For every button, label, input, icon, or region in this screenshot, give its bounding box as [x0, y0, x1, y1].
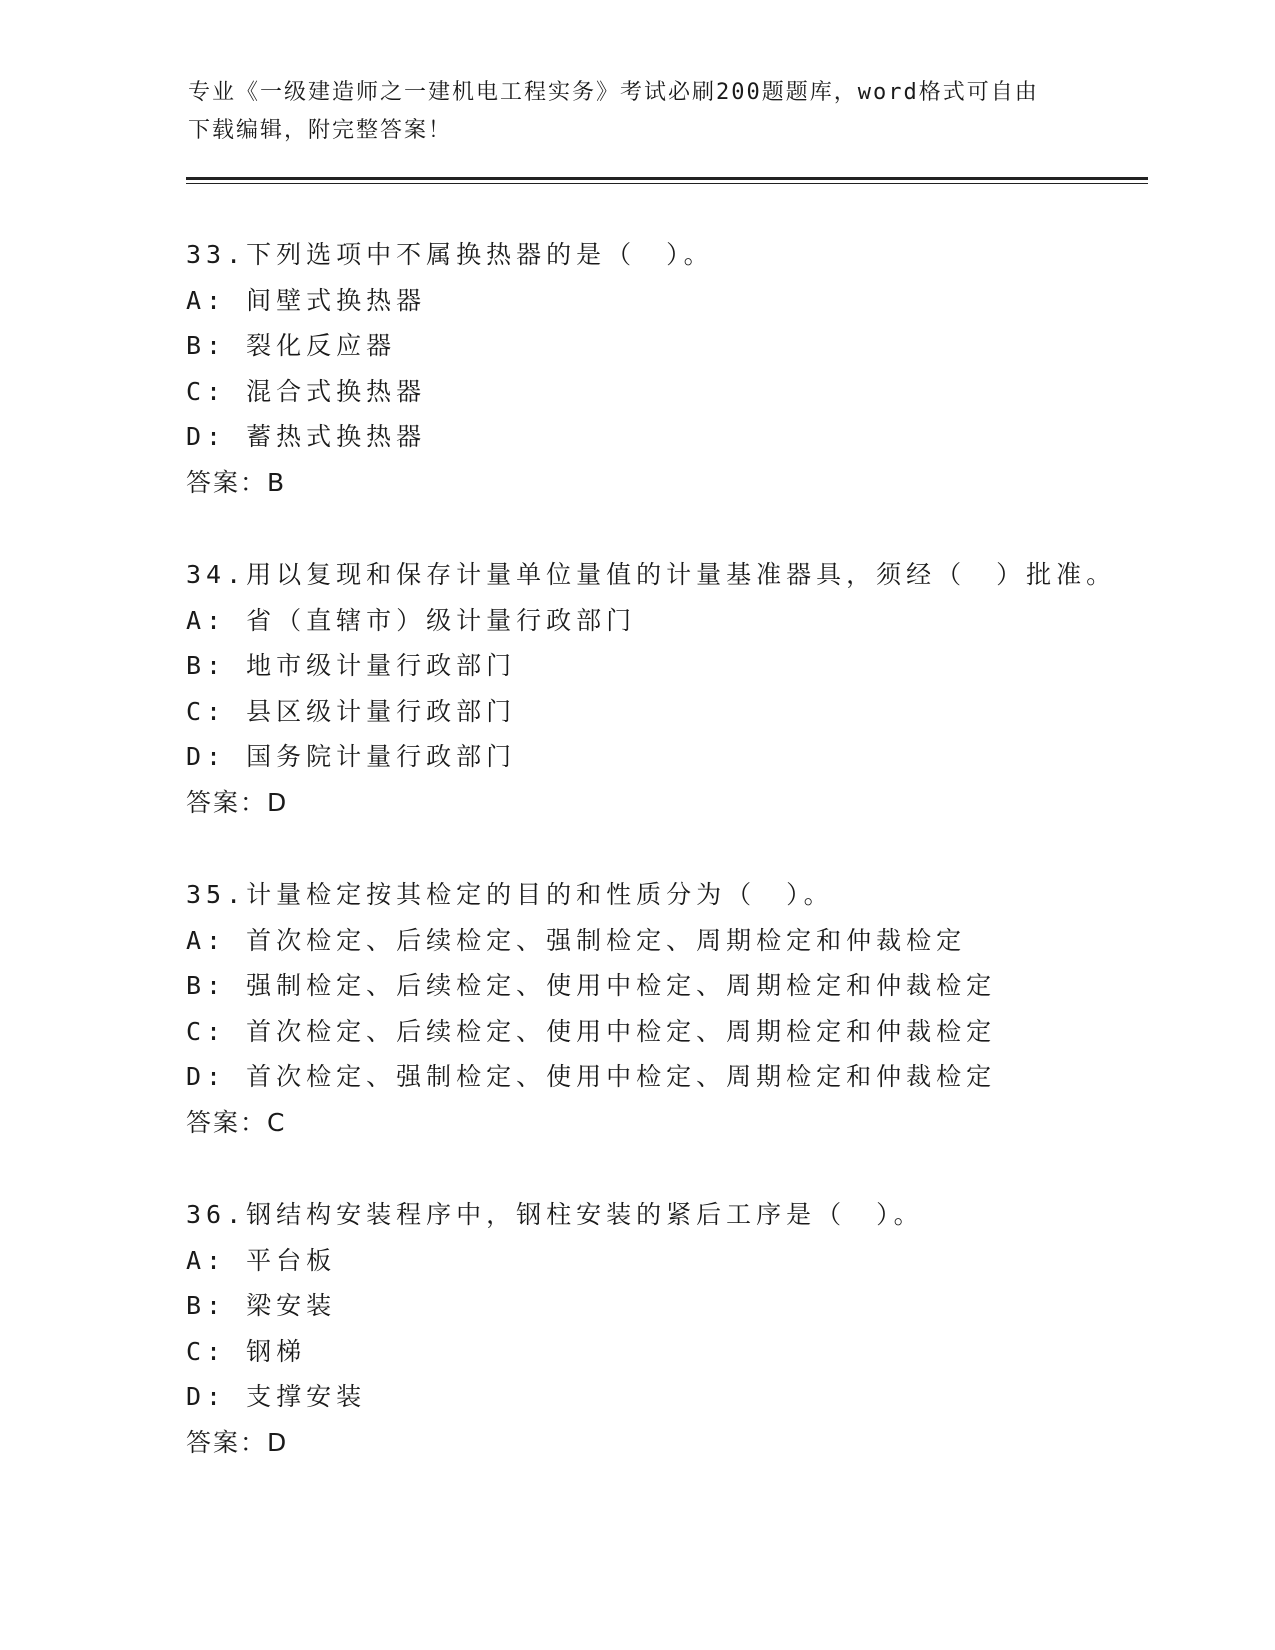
answer-value: C	[267, 1107, 287, 1137]
option-b: B: 强制检定、后续检定、使用中检定、周期检定和仲裁检定	[186, 971, 997, 1000]
header-line-1: 专业《一级建造师之一建机电工程实务》考试必刷200题题库，word格式可自由	[188, 80, 1039, 105]
question-33	[186, 232, 1186, 552]
option-a: A: 省（直辖市）级计量行政部门	[186, 605, 637, 635]
answer-label: 答案：	[186, 1427, 268, 1457]
option-a: A: 平台板	[186, 1245, 337, 1275]
option-b: B: 地市级计量行政部门	[186, 651, 517, 680]
header-divider-thin	[186, 183, 1148, 184]
question-34	[186, 552, 1186, 872]
question-stem: 36.钢结构安装程序中，钢柱安装的紧后工序是（ ）。	[186, 1200, 924, 1229]
answer-line	[186, 1420, 1186, 1466]
option-d: D: 国务院计量行政部门	[186, 742, 517, 771]
question-36	[186, 1192, 1186, 1512]
answer-label: 答案：	[186, 787, 268, 817]
answer-line	[186, 460, 1186, 506]
option-d: D: 蓄热式换热器	[186, 422, 427, 451]
answer-value: D	[267, 1427, 289, 1457]
option-c: C: 首次检定、后续检定、使用中检定、周期检定和仲裁检定	[186, 1016, 997, 1046]
option-a: A: 间壁式换热器	[186, 285, 427, 315]
answer-line	[186, 780, 1186, 826]
option-c: C: 县区级计量行政部门	[186, 696, 517, 726]
question-stem: 35.计量检定按其检定的目的和性质分为（ ）。	[186, 880, 834, 909]
header-line-2: 下载编辑，附完整答案！	[188, 118, 453, 143]
option-c: C: 钢梯	[186, 1336, 307, 1366]
option-d: D: 首次检定、强制检定、使用中检定、周期检定和仲裁检定	[186, 1062, 997, 1091]
answer-value: D	[267, 787, 289, 817]
answer-label: 答案：	[186, 1107, 268, 1137]
question-stem: 33.下列选项中不属换热器的是（ ）。	[186, 240, 714, 269]
answer-value: B	[267, 467, 287, 497]
answer-label: 答案：	[186, 467, 268, 497]
option-c: C: 混合式换热器	[186, 376, 427, 406]
option-d: D: 支撑安装	[186, 1382, 367, 1411]
document-header	[188, 74, 1068, 150]
option-b: B: 梁安装	[186, 1291, 337, 1320]
option-b: B: 裂化反应器	[186, 331, 397, 360]
question-list	[186, 232, 1186, 1512]
option-a: A: 首次检定、后续检定、强制检定、周期检定和仲裁检定	[186, 925, 967, 955]
header-divider-thick	[186, 177, 1148, 180]
question-35	[186, 872, 1186, 1192]
answer-line	[186, 1100, 1186, 1146]
question-stem: 34.用以复现和保存计量单位量值的计量基准器具，须经（ ）批准。	[186, 560, 1117, 589]
